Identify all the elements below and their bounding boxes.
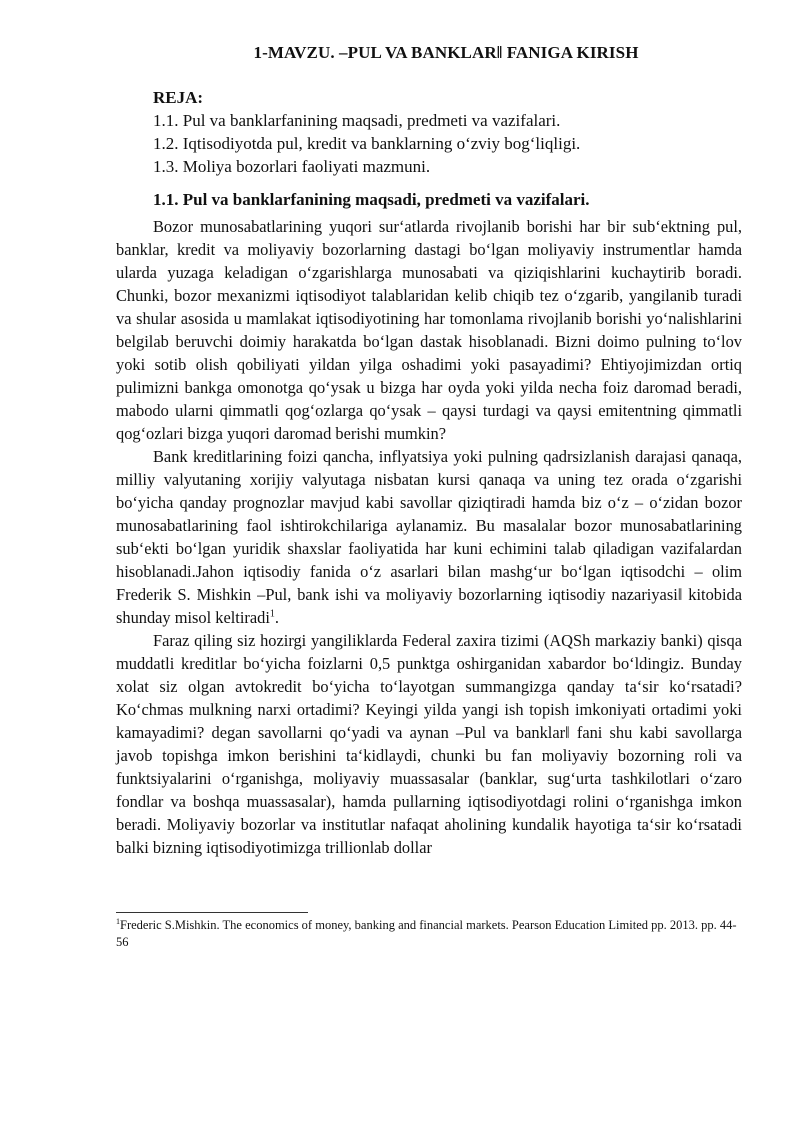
- footnote-divider: [116, 912, 308, 913]
- paragraph: [116, 445, 742, 629]
- footnote-reference: 1: [269, 608, 275, 620]
- paragraph: Faraz qiling siz hozirgi yangiliklarda Federal zaxira tizimi (AQSh markaziy banki) qisqa muddatli kreditlar bo‘yicha foizlarni 0,5 punktga oshirganidan xabardor bo‘ldingiz. Bunday xolat siz olgan avtokredit bo‘yicha to‘layotgan summangizga qanday ta‘sir ko‘rsatadi? Ko‘chmas mulkning narxi ortadimi? Keyingi yilda yangi ish topish imkoniyati ortadimi yoki kamayadimi? degan savollarni qo‘yadi va aynan –Pul va banklar‖ fani shu kabi savollarga javob topishga imkon berishini ta‘kidlaydi, chunki bu fan moliyaviy bozorning roli va funktsiyalarini o‘rganishga, moliyaviy muassasalar (banklar, sug‘urta tashkilotlari o‘zaro fondlar va boshqa muassasalar), hamda pullarning iqtisodiyotdagi rolini o‘rganishga imkon beradi. Moliyaviy bozorlar va institutlar nafaqat aholining kundalik hayotiga ta‘sir ko‘rsatadi balki bizning iqtisodiyotimizga trillionlab dollar: [116, 631, 742, 857]
- plan-item: 1.3. Moliya bozorlari faoliyati mazmuni.: [153, 157, 431, 176]
- footnote-marker: 1: [116, 916, 120, 926]
- section-heading: 1.1. Pul va banklarfanining maqsadi, predmeti va vazifalari.: [153, 190, 590, 209]
- page-title: 1-MAVZU. –PUL VA BANKLAR‖ FANIGA KIRISH: [253, 43, 639, 62]
- footnote-text: Frederic S.Mishkin. The economics of money, banking and financial markets. Pearson Education Limited pp. 2013. pp. 44-56: [116, 918, 737, 949]
- footnote: [116, 917, 746, 951]
- plan-heading: REJA:: [153, 88, 204, 107]
- plan-item: 1.2. Iqtisodiyotda pul, kredit va banklarning o‘zviy bog‘liqligi.: [153, 134, 581, 153]
- paragraph-end: .: [274, 608, 279, 627]
- plan-item: 1.1. Pul va banklarfanining maqsadi, predmeti va vazifalari.: [153, 111, 561, 130]
- paragraph: Bozor munosabatlarining yuqori sur‘atlarda rivojlanib borishi har bir sub‘ektning pul, banklar, kredit va moliyaviy bozorlarning dastagi bo‘lgan moliyaviy instrumentlar hamda ularda yuzaga keladigan o‘zgarishlarga munosabati va qiziqishlarini kuchaytirib boradi. Chunki, bozor mexanizmi iqtisodiyot talablaridan kelib chiqib tez o‘zgarib, yangilanib turadi va shular asosida u mamlakat iqtisodiyotining har tomonlama rivojlanib borishi yo‘nalishlarini belgilab beruvchi doimiy harakatda bo‘lgan dastak hisoblanadi. Bizni doimo pulning to‘lov yoki sotib olish qobiliyati yildan yilga oshadimi yoki pasayadimi? Ehtiyojimizdan ortiq pulimizni bankga omonotga qo‘ysak u bizga har oyda yoki yilda necha foiz daromad beradi, mabodo ularni qimmatli qog‘ozlarga qo‘ysak – qaysi turdagi va qaysi emitentning qimmatli qog‘ozlari bizga yuqori daromad berishi mumkin?: [116, 217, 742, 443]
- body-text: [116, 215, 742, 859]
- paragraph-text: Bank kreditlarining foizi qancha, inflyatsiya yoki pulning qadrsizlanish darajasi qanaqa, milliy valyutaning xorijiy valyutaga nisbatan kursi qanaqa va uning tez orada o‘zgarishi bo‘yicha qanday prognozlar mavjud kabi savollar qiziqtiradi hamda biz o‘z – o‘zidan bozor munosabatlarining faol ishtirokchilariga aylanamiz. Bu masalalar bozor munosabatlarining sub‘ekti bo‘lgan yuridik shaxslar faoliyatida har kuni echimini talab qiladigan vazifalardan hisoblanadi.Jahon iqtisodiy fanida o‘z asarlari bilan mashg‘ur bo‘lgan iqtisodchi – olim Frederik S. Mishkin –Pul, bank ishi va moliyaviy bozorlarning iqtisodiy nazariyasi‖ kitobida shunday misol keltiradi: [116, 447, 742, 627]
- plan-block: [153, 86, 753, 178]
